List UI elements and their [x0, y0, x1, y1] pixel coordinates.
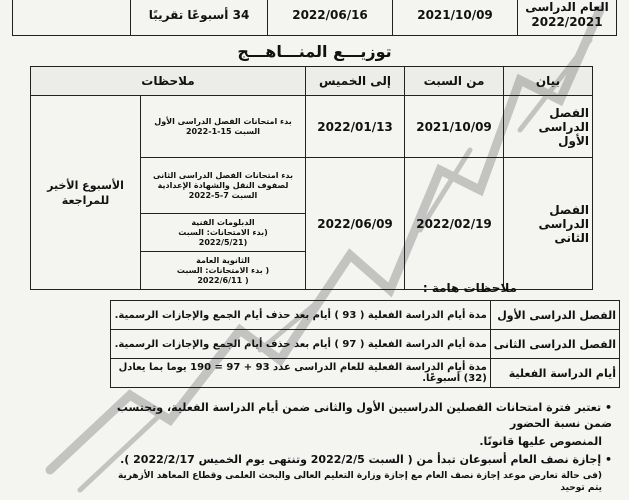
header-to: إلى الخميس [306, 67, 405, 96]
final-week-note: الأسبوع الأخير للمراجعة [31, 96, 141, 290]
term1-note-line: بدء امتحانات الفصل الدراسى الأول [154, 116, 292, 126]
term2-note-line: لصفوف النقل والشهادة الإعدادية [157, 180, 289, 190]
header-item: بيان [504, 67, 593, 96]
year-duration: 34 أسبوعًا تقريبًا [131, 0, 268, 36]
secondary-exam-note [141, 252, 306, 290]
curriculum-distribution-table [30, 66, 593, 290]
bullet-line: • إجازة نصف العام أسبوعان تبدأ من ( السبت 2022/2/5 وتنتهى يوم الخميس 2022/2/17 ). [120, 453, 612, 466]
diplomas-note-line: الدبلومات الفنية [191, 217, 255, 227]
bullet-line: المنصوص عليها قانونًا. [479, 435, 602, 448]
notes-row-label: أيام الدراسة الفعلية [490, 359, 619, 388]
important-notes-table [110, 300, 620, 388]
term1-label: الفصل الدراسى الأول [504, 96, 593, 158]
section-title: توزيـــع المنـــاهـــج [237, 42, 392, 61]
term2-note-line: بدء امتحانات الفصل الدراسى الثانى [153, 170, 293, 180]
school-year-value: 2022/2021 [531, 15, 603, 29]
year-start-date: 2021/10/09 [393, 0, 518, 36]
summary-row [13, 0, 617, 36]
term1-note-line: السبت 15-1-2022 [185, 126, 261, 136]
important-notes-title: ملاحظات هامة : [422, 281, 517, 295]
header-notes: ملاحظات [31, 67, 306, 96]
term2-to: 2022/06/09 [306, 158, 405, 290]
term2-exam-note [141, 158, 306, 214]
school-year-label: العام الدراسى [525, 0, 609, 14]
notes-row [111, 301, 620, 330]
table-row-term1 [31, 96, 593, 158]
blank-cell [13, 0, 131, 36]
diplomas-exam-note [141, 214, 306, 252]
notes-row [111, 330, 620, 359]
bullet-line: (فى حالة تعارض موعد إجازة نصف العام مع إجازة وزارة التعليم العالى والبحث العلمى وقطاع المعاهد الأزهرية يتم توحيد [117, 471, 602, 493]
notes-row-text: مدة أيام الدراسة الفعلية ( 97 ) أيام بعد حذف أيام الجمع والإجازات الرسمية. [111, 330, 491, 359]
bullet-line: • تعتبر فترة امتحانات الفصلين الدراسيين الأول والثانى ضمن أيام الدراسة الفعلية، وتحتسب ضمن نسبة الحضور [116, 401, 612, 430]
notes-row-text: مدة أيام الدراسة الفعلية للعام الدراسى عدد 93 + 97 = 190 يوما بما يعادل (32) أسبوعًا. [111, 359, 491, 388]
school-year-summary-table [12, 0, 617, 36]
header-from: من السبت [405, 67, 504, 96]
diplomas-note-line: (2022/5/21 [198, 237, 248, 247]
notes-row-text: مدة أيام الدراسة الفعلية ( 93 ) أيام بعد حذف أيام الجمع والإجازات الرسمية. [111, 301, 491, 330]
school-year-cell [518, 0, 617, 36]
term1-exam-note [141, 96, 306, 158]
notes-row [111, 359, 620, 388]
secondary-note-line: الثانوية العامة [196, 255, 250, 265]
notes-row-label: الفصل الدراسى الثانى [490, 330, 619, 359]
term2-from: 2022/02/19 [405, 158, 504, 290]
secondary-note-line: ( بدء الامتحانات: السبت [176, 265, 270, 275]
year-end-date: 2022/06/16 [268, 0, 393, 36]
table-header-row [31, 67, 593, 96]
bullet-notes [112, 400, 612, 496]
term2-note-line: السبت 7-5-2022 [188, 190, 258, 200]
term1-to: 2022/01/13 [306, 96, 405, 158]
diplomas-note-line: (بدء الامتحانات: السبت [178, 227, 268, 237]
term2-label: الفصل الدراسى الثانى [504, 158, 593, 290]
notes-row-label: الفصل الدراسى الأول [490, 301, 619, 330]
term1-from: 2021/10/09 [405, 96, 504, 158]
secondary-note-line: ( 2022/6/11 [197, 275, 249, 285]
